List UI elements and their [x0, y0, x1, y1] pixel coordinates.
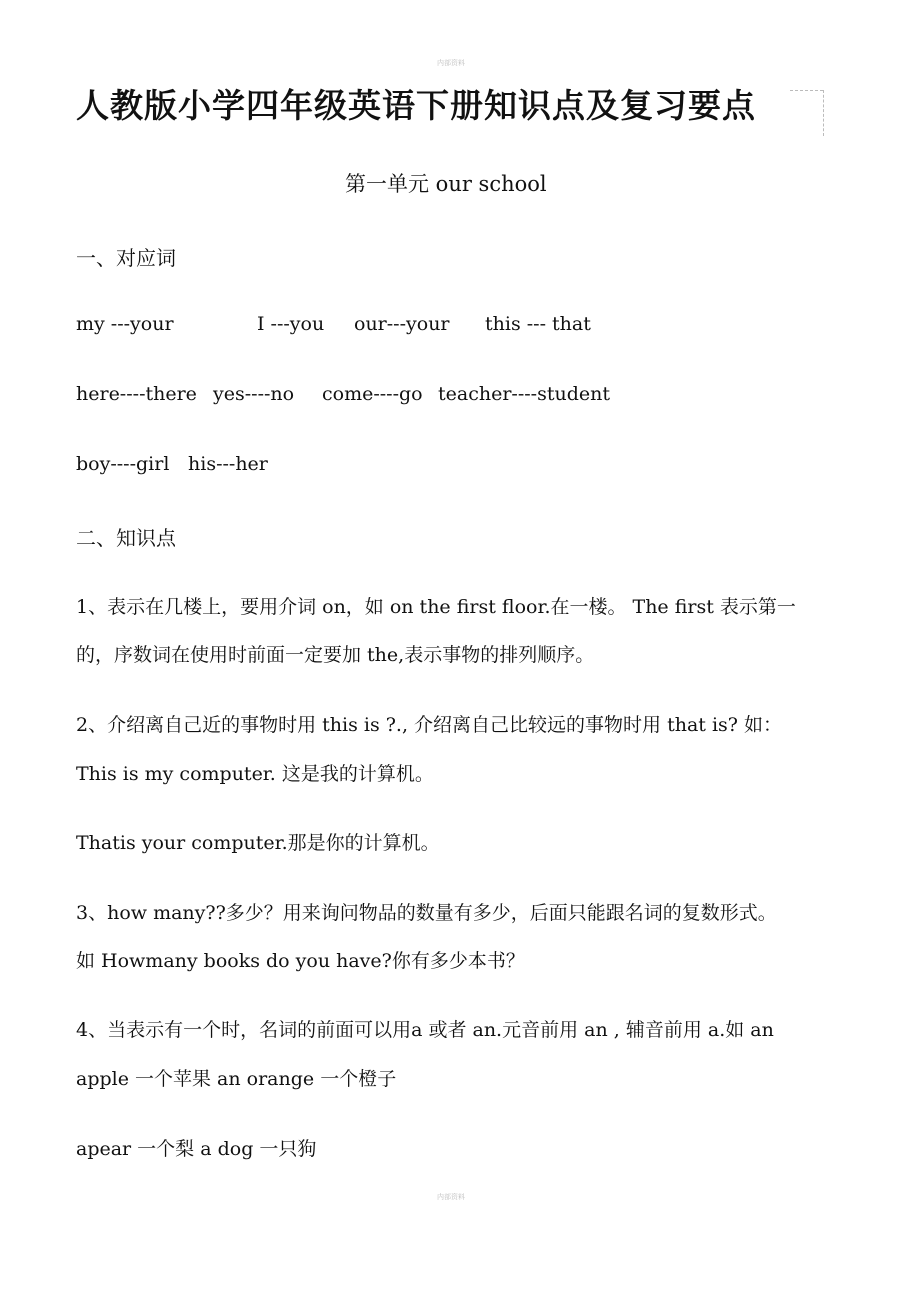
word-pair: here----there — [76, 383, 197, 405]
knowledge-line: apple 一个苹果 an orange 一个橙子 — [76, 1068, 397, 1090]
knowledge-line: 3、how many??多少？用来询问物品的数量有多少，后面只能跟名词的复数形式。 — [76, 902, 777, 924]
crop-mark-horizontal — [790, 90, 823, 91]
word-pair: his---her — [188, 453, 268, 475]
knowledge-line: This is my computer. 这是我的计算机。 — [76, 763, 434, 785]
unit-title: 第一单元 our school — [345, 172, 547, 196]
word-pair: teacher----student — [438, 383, 610, 405]
knowledge-line: apear 一个梨 a dog 一只狗 — [76, 1138, 317, 1160]
word-pair: this --- that — [485, 313, 591, 335]
knowledge-line: 如 Howmany books do you have?你有多少本书？ — [76, 950, 525, 972]
knowledge-line: 4、当表示有一个时，名词的前面可以用a 或者 an.元音前用 an , 辅音前用 a.如 an — [76, 1019, 774, 1041]
section-heading-knowledge-points: 二、知识点 — [76, 526, 176, 550]
word-pair: my ---your — [76, 313, 174, 335]
word-pair: yes----no — [213, 383, 295, 405]
document-title: 人教版小学四年级英语下册知识点及复习要点 — [76, 86, 756, 125]
word-pair: I ---you — [257, 313, 325, 335]
footer-watermark: 内部资料 — [437, 1193, 465, 1201]
crop-mark-vertical — [823, 90, 824, 136]
word-pair: boy----girl — [76, 453, 170, 475]
knowledge-line: 2、介绍离自己近的事物时用 this is ?., 介绍离自己比较远的事物时用 that is? 如： — [76, 714, 783, 736]
knowledge-line: Thatis your computer.那是你的计算机。 — [76, 832, 440, 854]
header-watermark: 内部资料 — [437, 59, 465, 67]
knowledge-line: 1、表示在几楼上，要用介词 on，如 on the first floor.在一楼。 The first 表示第一 — [76, 596, 796, 618]
word-pair: our---your — [354, 313, 450, 335]
knowledge-line: 的，序数词在使用时前面一定要加 the,表示事物的排列顺序。 — [76, 644, 595, 666]
word-pair: come----go — [322, 383, 423, 405]
section-heading-counterparts: 一、对应词 — [76, 246, 176, 270]
